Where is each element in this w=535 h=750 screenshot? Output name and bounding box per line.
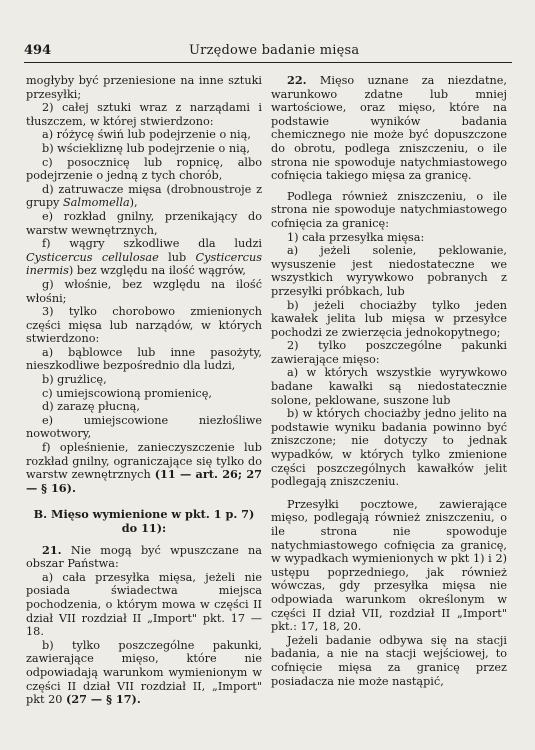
paragraph: [26, 544, 262, 571]
italic-term: Cysticercus inermis: [26, 250, 262, 278]
list-item: [26, 237, 262, 278]
paragraph: 2) całej sztuki wraz z narządami i tłuszczem, w której stwierdzono:: [26, 101, 262, 128]
paragraph-number: 22.: [287, 73, 307, 87]
running-title: Urzędowe badanie mięsa: [189, 43, 360, 58]
list-item: b) grużlicę,: [42, 373, 107, 387]
text-run: Mięso uznane za niezdatne, warunkowo zdatne lub mniej wartościowe, oraz mięso, które na podstawie wyników badania chemicznego nie może być dopuszczone do obrotu, podlega zniszczeniu, o ile strona nie spowoduje natychmiastowego cofnięcia takiego mięsa za granicę.: [271, 74, 507, 183]
paragraph: Podlega również zniszczeniu, o ile strona nie spowoduje natychmiastowego cofnięcia za granicę:: [271, 189, 507, 230]
list-item: c) posocznicę lub ropnicę, albo podejrzenie o jedną z tych chorób,: [26, 155, 262, 183]
text-run: ) bez względu na ilość wągrów,: [68, 264, 246, 278]
list-item: a) w których wszystkie wyrywkowo badane kawałki są niedostatecznie solone, peklowane, suszone lub: [271, 366, 507, 407]
list-item: a) różycę świń lub podejrzenie o nią,: [42, 128, 251, 142]
list-item: b) wściekliznę lub podejrzenie o nią,: [42, 141, 251, 155]
list-item: a) cała przesyłka mięsa, jeżeli nie posiada świadectwa miejsca pochodzenia, o którym mowa w części II dział VII rozdział II „Import" pkt. 17 — 18.: [26, 570, 262, 639]
list-item: [26, 183, 262, 210]
text-run: b) tylko poszczególne pakunki, zawierające mięso, które nie odpowiadają warunkom wymienionym w części II dział VII rozdział II, „Import" pkt 20: [26, 638, 262, 707]
citation: (27 — § 17).: [66, 692, 141, 707]
paragraph-number: 21.: [42, 542, 62, 557]
text-run: ),: [129, 196, 138, 210]
text-run: lub: [158, 250, 196, 264]
citation: (11 — art. 26; 27 — § 16).: [26, 467, 262, 495]
page-header: [24, 40, 512, 63]
text-run: f) opleśnienie, zanieczyszczenie lub rozkład gnilny, ograniczające się tylko do warstw zewnętrznych: [26, 441, 262, 482]
list-item: [26, 639, 262, 707]
list-item: e) rozkład gnilny, przenikający do warstw wewnętrznych,: [26, 209, 262, 237]
text-run: Nie mogą być wpuszczane na obszar Państwa:: [26, 543, 262, 571]
list-item: b) jeżeli chociażby tylko jeden kawałek jelita lub mięsa w przesyłce pochodzi ze zwierzęcia jednokopytnego;: [271, 298, 507, 339]
section-heading: B. Mięso wymienione w pkt. 1 p. 7) do 11):: [33, 507, 255, 535]
paragraph: Jeżeli badanie odbywa się na stacji badania, a nie na stacji wejściowej, to cofnięcie mięsa za granicę przez posiadacza nie może nastąpić,: [271, 633, 507, 688]
paragraph: mogłyby być przeniesione na inne sztuki przesyłki;: [26, 74, 262, 101]
list-item: 1) cała przesyłka mięsa:: [287, 230, 425, 244]
list-item: [26, 441, 262, 495]
list-item: g) włośnie, bez względu na ilość włośni;: [26, 277, 262, 305]
list-item: b) w których chociażby jedno jelito na podstawie wyniku badania powinno być zniszczone; nie dotyczy to jednak wypadków, w których tylko zmienione części poszczególnych kawałków jelit podlegają zniszczeniu.: [271, 407, 507, 489]
italic-term: Salmomella: [62, 196, 130, 210]
right-column: [271, 74, 507, 688]
left-column: [26, 74, 262, 707]
text-run: f) wągry szkodliwe dla ludzi: [42, 237, 262, 251]
list-item: e) umiejscowione niezłośliwe nowotwory,: [26, 413, 262, 441]
list-item: 2) tylko poszczególne pakunki zawierające mięso:: [271, 339, 507, 366]
paragraph: 3) tylko chorobowo zmienionych części mięsa lub narządów, w których stwierdzono:: [26, 305, 262, 346]
list-item: c) umiejscowioną promienicę,: [42, 386, 212, 400]
list-item: a) jeżeli solenie, peklowanie, wysuszenie jest niedostateczne we wszystkich wyrywkowo pobranych z przesyłki próbkach, lub: [271, 244, 507, 298]
paragraph: Przesyłki pocztowe, zawierające mięso, podlegają również zniszczeniu, o ile strona nie spowoduje natychmiastowego cofnięcia za granicę, w wypadkach wymienionych w pkt 1) i 2) ustępu poprzedniego, jak również wówczas, gdy przesyłka mięsa nie odpowiada warunkom określonym w części II dział VII, rozdział II „Import" pkt.: 17, 18, 20.: [271, 497, 507, 634]
paragraph: [271, 74, 507, 183]
italic-term: Cysticercus cellulosae: [26, 250, 159, 264]
text-run: d) zatruwacze mięsa (drobnoustroje z grupy: [26, 182, 262, 210]
list-item: a) bąblowce lub inne pasożyty, nieszkodliwe bezpośrednio dla ludzi,: [26, 345, 262, 373]
list-item: d) zarazę płucną,: [42, 400, 140, 414]
page-number: 494: [24, 43, 52, 58]
